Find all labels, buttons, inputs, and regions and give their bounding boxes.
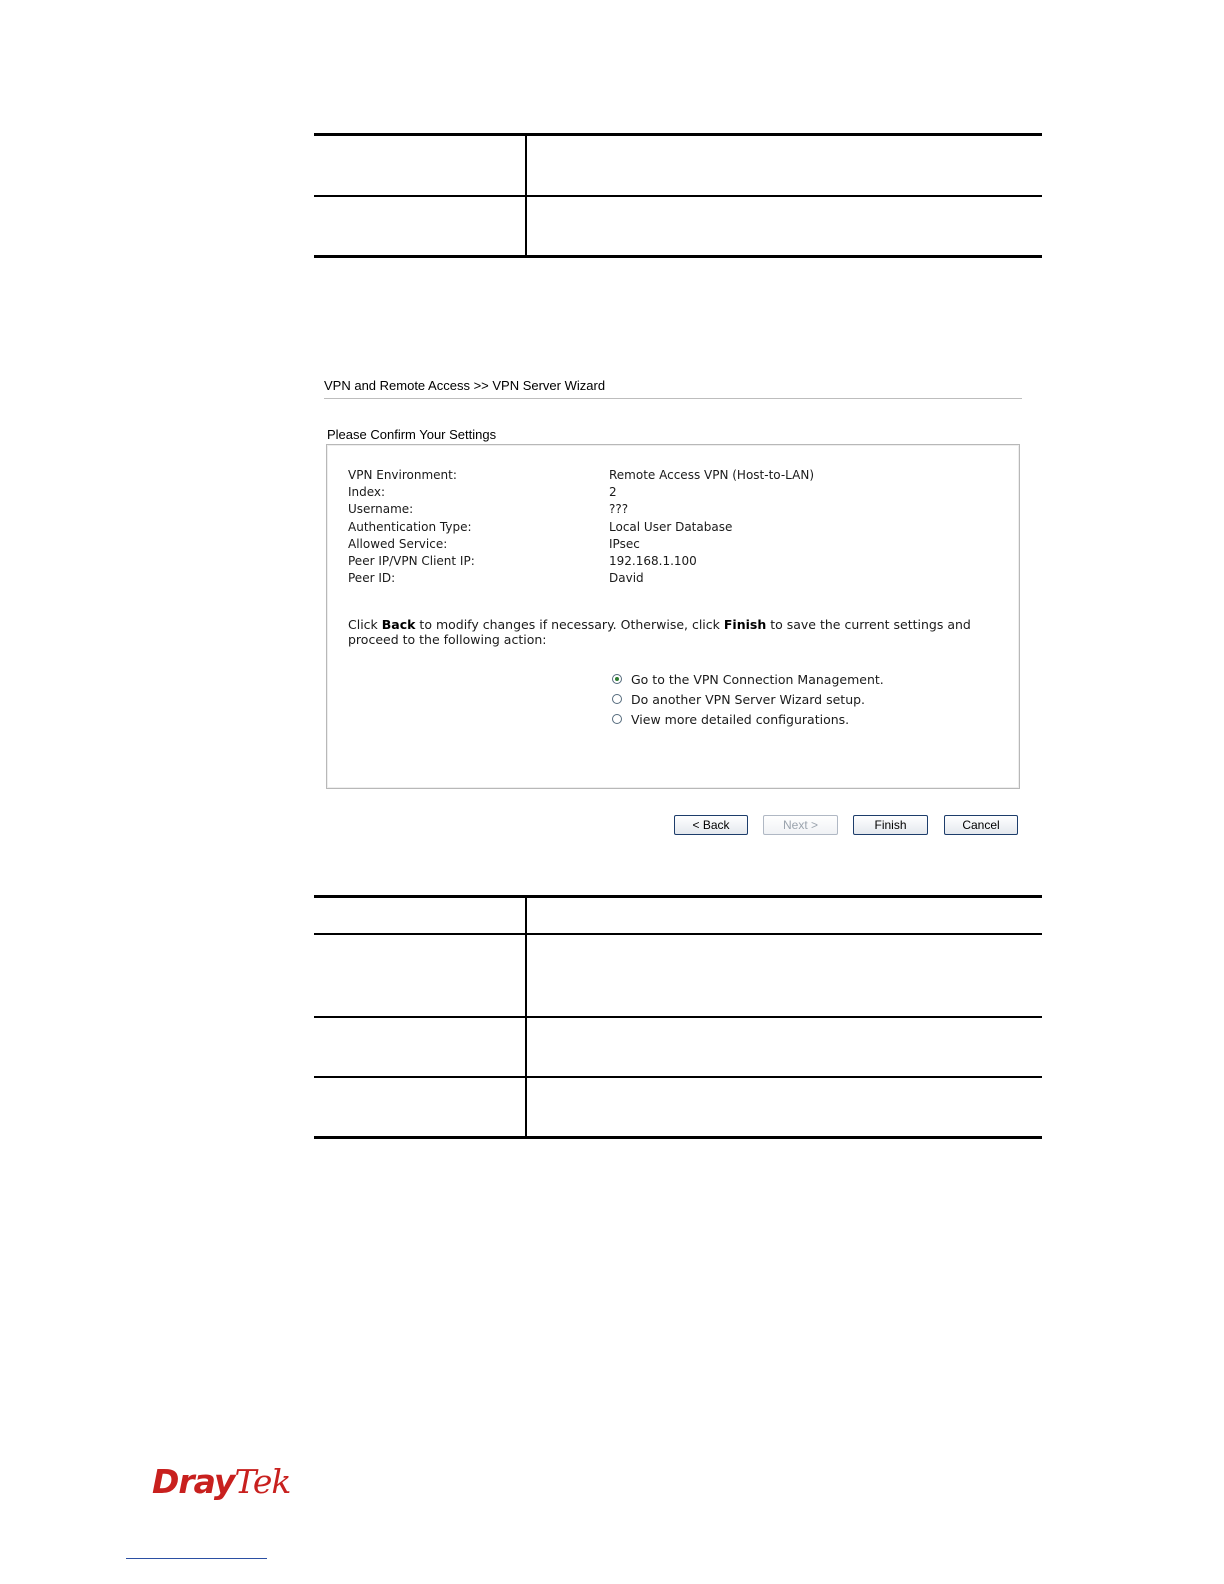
draytek-logo [152,1462,290,1501]
setting-label: VPN Environment: [348,468,457,482]
footer-divider [126,1558,267,1559]
table-row [314,1017,1042,1077]
note-finish-keyword: Finish [723,617,767,632]
top-description-table [314,133,1042,258]
setting-value: Remote Access VPN (Host-to-LAN) [609,468,815,482]
setting-peer-ip [348,553,1008,570]
confirm-settings-panel [326,444,1020,789]
radio-button[interactable] [612,694,622,704]
option-vpn-connection-management[interactable] [612,669,884,689]
radio-button-selected[interactable] [612,674,622,684]
table-cell [526,934,1042,1017]
note-text: to modify changes if necessary. Otherwise, click [415,617,724,632]
option-label: View more detailed configurations. [631,711,850,727]
finish-button[interactable]: Finish [853,815,928,835]
table-cell [314,1017,526,1077]
section-title: Please Confirm Your Settings [327,427,497,442]
setting-label: Username: [348,502,414,517]
option-another-wizard-setup[interactable] [612,689,884,709]
table-cell [314,934,526,1017]
setting-allowed-service [348,536,1008,553]
setting-label: Peer ID: [348,571,396,586]
radio-button[interactable] [612,714,622,724]
table-cell [314,196,526,257]
next-action-options [612,669,884,729]
setting-username [348,501,1008,518]
option-detailed-configurations[interactable] [612,709,884,729]
vpn-server-wizard [324,378,1024,832]
table-row [314,934,1042,1017]
logo-text: Tek [234,1462,291,1501]
table-cell [314,897,526,935]
setting-value: 192.168.1.100 [609,553,697,568]
table-cell [526,1077,1042,1138]
option-label: Go to the VPN Connection Management. [631,671,884,687]
table-row [314,897,1042,935]
option-label: Do another VPN Server Wizard setup. [631,691,866,707]
logo-text: Dray [152,1462,235,1501]
setting-index [348,484,1008,501]
setting-label: Authentication Type: [348,519,472,534]
note-back-keyword: Back [381,617,416,632]
table-cell [314,1077,526,1138]
table-cell [526,196,1042,257]
note-text: to save the current settings and proceed to the following action: [348,617,971,647]
table-cell [314,135,526,197]
table-cell [526,135,1042,197]
setting-value: IPsec [609,536,640,551]
settings-list [348,467,1008,587]
setting-authentication-type [348,519,1008,536]
setting-value: David [609,571,644,586]
setting-label: Allowed Service: [348,536,448,551]
table-row [314,135,1042,197]
setting-label: Peer IP/VPN Client IP: [348,553,475,568]
setting-value: Local User Database [609,519,733,534]
table-row [314,1077,1042,1138]
table-cell [526,1017,1042,1077]
setting-label: Index: [348,485,386,500]
back-button[interactable]: < Back [674,815,748,835]
wizard-button-bar [674,815,1020,837]
setting-peer-id [348,570,1008,587]
breadcrumb: VPN and Remote Access >> VPN Server Wizard [324,378,1022,399]
table-cell [526,897,1042,935]
setting-value: ??? [609,502,629,517]
table-row [314,196,1042,257]
note-text: Click [348,617,382,632]
instruction-note [348,617,998,647]
bottom-description-table [314,895,1042,1139]
cancel-button[interactable]: Cancel [944,815,1018,835]
setting-vpn-environment [348,467,1008,484]
setting-value: 2 [609,485,617,500]
next-button[interactable]: Next > [763,815,838,835]
